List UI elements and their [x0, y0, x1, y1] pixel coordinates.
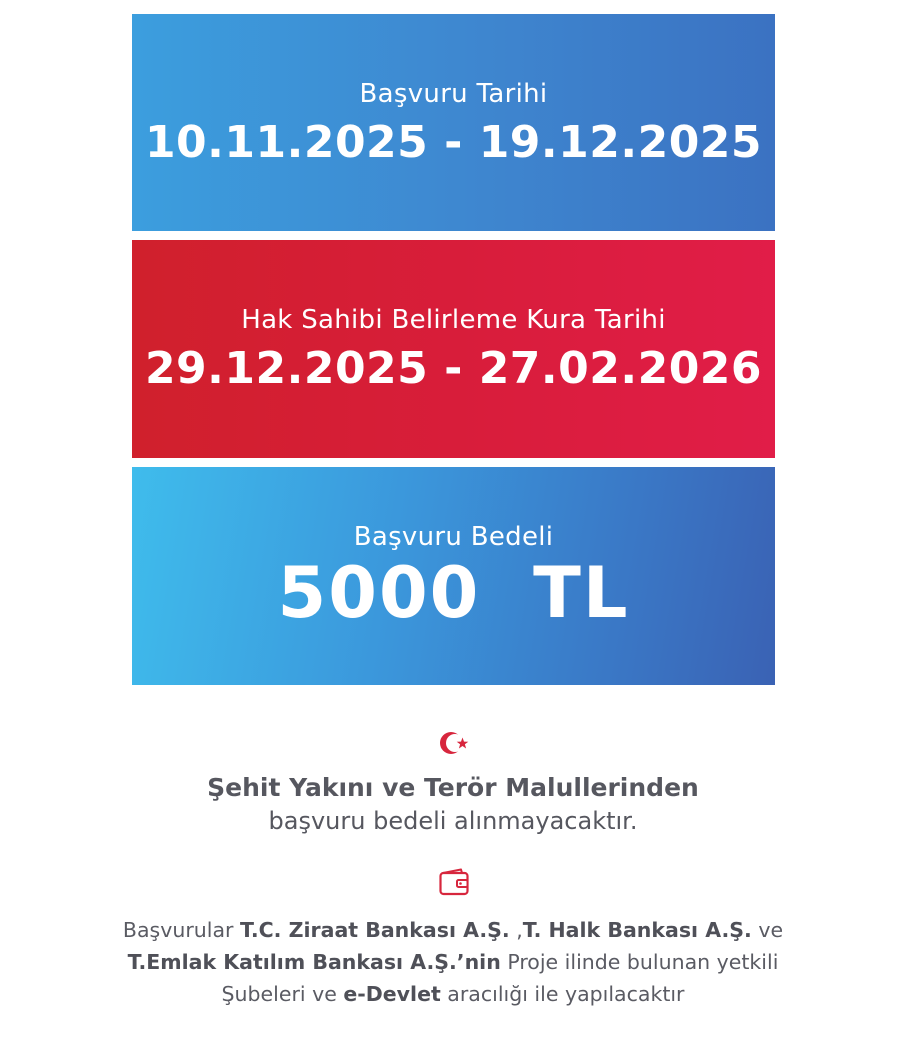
lottery-date-value: 29.12.2025 - 27.02.2026: [144, 343, 763, 394]
application-date-card: [132, 14, 775, 231]
lottery-date-card: [132, 240, 775, 458]
application-fee-value: 5000 TL: [277, 552, 630, 634]
bank-notice-text: Şubeleri ve: [221, 982, 344, 1006]
wallet-icon: [437, 866, 471, 900]
bank-notice-text: Proje ilinde bulunan yetkili: [500, 950, 779, 974]
emlak-bank-name: T.Emlak Katılım Bankası A.Ş.’nin: [127, 950, 501, 974]
application-fee-card: [132, 467, 775, 685]
crescent-star-icon: [437, 726, 471, 760]
notice-subtext: başvuru bedeli alınmayacaktır.: [268, 807, 638, 835]
bank-notice-line-3: [0, 978, 906, 1010]
bank-notice-line-2: [0, 946, 906, 978]
notice-heading: Şehit Yakını ve Terör Malullerinden: [207, 773, 699, 802]
bank-application-notice: [0, 914, 906, 1010]
bank-notice-text: ,: [509, 918, 523, 942]
ziraat-bank-name: T.C. Ziraat Bankası A.Ş.: [239, 918, 510, 942]
halk-bank-name: T. Halk Bankası A.Ş.: [522, 918, 752, 942]
application-date-label: Başvuru Tarihi: [359, 78, 548, 109]
martyr-relatives-notice: [0, 771, 906, 837]
bank-notice-line-1: [0, 914, 906, 946]
e-devlet-name: e-Devlet: [343, 982, 441, 1006]
bank-notice-text: Başvurular: [122, 918, 240, 942]
application-date-value: 10.11.2025 - 19.12.2025: [144, 116, 763, 168]
application-fee-label: Başvuru Bedeli: [353, 522, 554, 552]
bank-notice-text: ve: [751, 918, 784, 942]
bank-notice-text: aracılığı ile yapılacaktır: [440, 982, 685, 1006]
lottery-date-label: Hak Sahibi Belirleme Kura Tarihi: [241, 305, 666, 335]
